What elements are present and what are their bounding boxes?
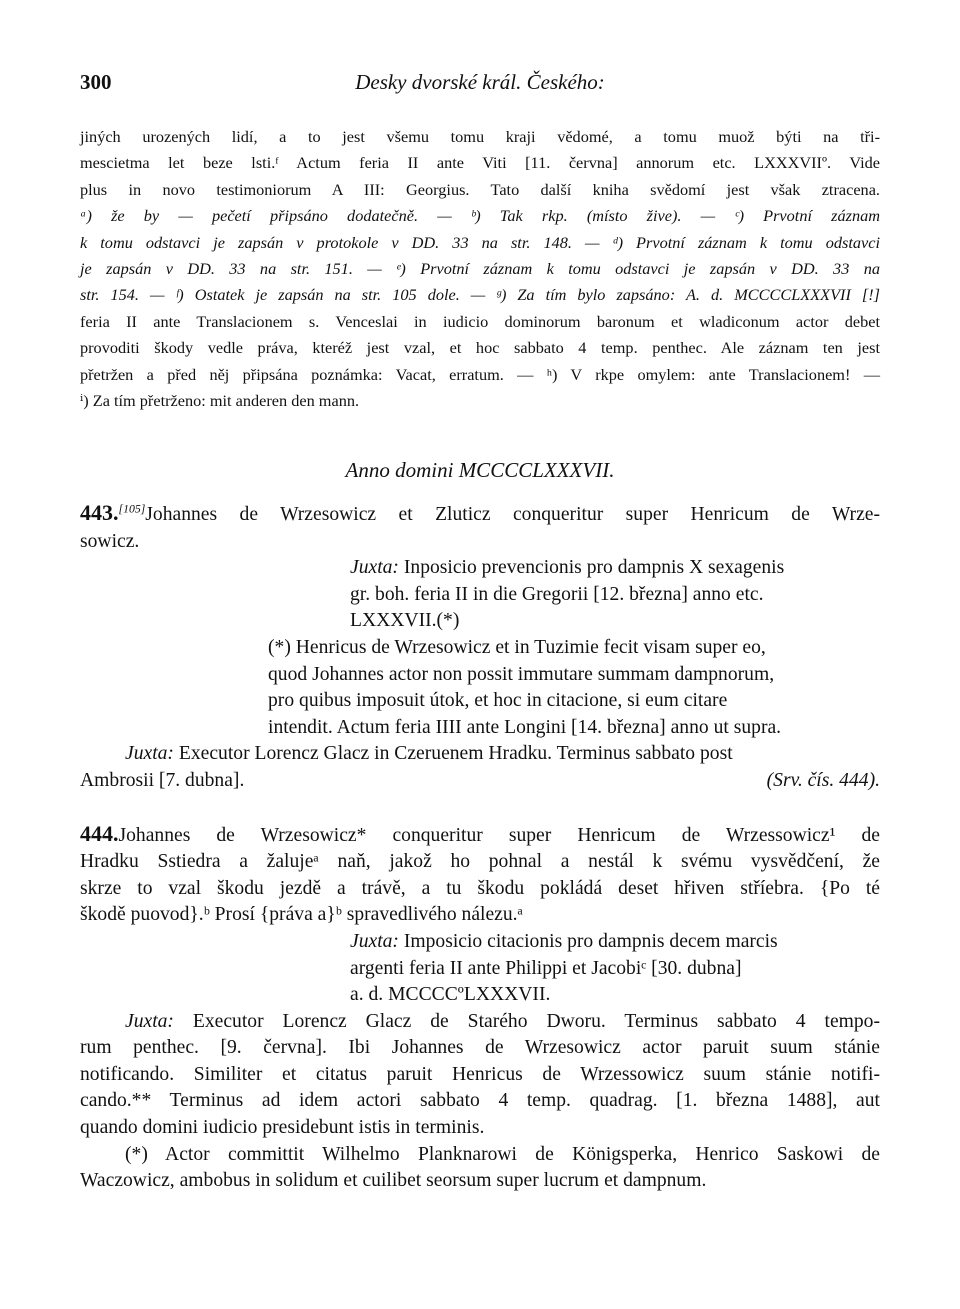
footnote-line: ᵃ) že by — pečetí připsáno dodatečně. — ᵇ) Tak rkp. (místo žive). — ᶜ) Prvotní záznam: [80, 206, 880, 226]
entry-444-line: škodě puovod}.ᵇ Prosí {práva a}ᵇ spravedlivého nálezu.ᵃ: [80, 904, 523, 926]
footnote-line: je zapsán v DD. 33 na str. 151. — ᵉ) Prvotní záznam k tomu odstavci je zapsán v DD. 33 na: [80, 259, 880, 279]
entry-443-line: LXXXVII.(*): [350, 610, 460, 632]
entry-444-line: [80, 821, 880, 850]
entry-text: Johannes de Wrzesowicz et Zluticz conqueritur super Henricum de Wrze-: [145, 504, 880, 525]
page-reference: [105]: [118, 502, 146, 516]
entry-444-line: a. d. MCCCCºLXXXVII.: [350, 984, 551, 1006]
footnote-line: mescietma let beze lsti.ᶠ Actum feria II ante Viti [11. června] annorum etc. LXXXVIIº. Vide: [80, 153, 880, 173]
page-number: 300: [80, 70, 112, 94]
footnotes-block: [80, 124, 880, 414]
entry-443-line: [80, 768, 880, 795]
footnote-line: k tomu odstavci je zapsán v protokole v DD. 33 na str. 148. — ᵈ) Prvotní záznam k tomu odstavci: [80, 232, 880, 252]
entry-444-line: quando domini iudicio presidebunt istis in terminis.: [80, 1117, 485, 1139]
entry-number: 444.: [80, 820, 119, 846]
year-heading: Anno domini MCCCCLXXXVII.: [345, 458, 615, 482]
spacer: [80, 795, 880, 821]
entry-444-line: Juxta: Imposicio citacionis pro dampnis decem marcis: [350, 930, 778, 952]
entry-443-line: sowicz.: [80, 530, 140, 552]
entry-text: Johannes de Wrzesowicz* conqueritur super Henricum de Wrzessowicz¹ de: [118, 824, 880, 846]
entry-number: 443.: [80, 500, 119, 525]
juxta-label: Juxta:: [350, 557, 399, 579]
footnote-line: provoditi škody vedle práva, kteréž jest vzal, et hoc sabbato 4 temp. penthec. Ale záznam ten jest: [80, 338, 880, 358]
entry-444-line: notificando. Similiter et citatus paruit Henricus de Wrzessowicz suum stánie notifi-: [80, 1063, 880, 1085]
juxta-label: Juxta:: [125, 1010, 174, 1032]
entry-443-line: (*) Henricus de Wrzesowicz et in Tuzimie fecit visam super eo,: [268, 636, 766, 658]
entry-444-line: argenti feria II ante Philippi et Jacobiᶜ [30. dubna]: [350, 957, 742, 979]
juxta-label: Juxta:: [350, 930, 399, 952]
entry-443-line: Juxta: Inposicio prevencionis pro dampnis X sexagenis: [350, 557, 785, 579]
main-text: [80, 500, 880, 1195]
entry-444-line: cando.** Terminus ad idem actori sabbato 4 temp. quadrag. [1. března 1488], aut: [80, 1090, 880, 1112]
footnote-line: ⁱ) Za tím přetrženo: mit anderen den mann.: [80, 391, 360, 411]
footnote-line: str. 154. — ᶠ) Ostatek je zapsán na str. 105 dole. — ᵍ) Za tím bylo zapsáno: A. d. MCCCCLXXXVII [!]: [80, 285, 880, 305]
entry-443-line: quod Johannes actor non possit immutare summam dampnorum,: [268, 663, 775, 685]
entry-444-line: rum penthec. [9. června]. Ibi Johannes de Wrzesowicz actor paruit suum stánie: [80, 1037, 880, 1059]
entry-444-line: Juxta: Executor Lorencz Glacz de Starého Dworu. Terminus sabbato 4 tempo-: [125, 1010, 880, 1032]
footnote-line: feria II ante Translacionem s. Venceslai in iudicio dominorum baronum et wladiconum actor debet: [80, 311, 880, 331]
entry-text: Ambrosii [7. dubna].: [80, 769, 245, 791]
entry-444-line: (*) Actor committit Wilhelmo Planknarowi de Königsperka, Henrico Saskowi de: [125, 1143, 880, 1165]
running-title: Desky dvorské král. Českého:: [355, 70, 605, 94]
page-header: [80, 70, 880, 102]
entry-443-line: gr. boh. feria II in die Gregorii [12. března] anno etc.: [350, 583, 764, 605]
entry-443-line: Juxta: Executor Lorencz Glacz in Czeruenem Hradku. Terminus sabbato post: [125, 743, 733, 765]
juxta-label: Juxta:: [125, 743, 174, 765]
footnote-line: přetržen a před něj připsána poznámka: Vacat, erratum. — ʰ) V rkpe omylem: ante Translacionem! —: [80, 364, 880, 384]
entry-443-line: [80, 500, 880, 529]
entry-444-line: Hradku Sstiedra a žalujeᵃ naň, jakož ho pohnal a nestál k svému vysvědčení, že: [80, 851, 880, 873]
cross-reference: (Srv. čís. 444).: [766, 769, 880, 791]
entry-444-line: skrze to vzal škodu jezdě a trávě, a tu škodu pokládá deset hřiven stříebra. {Po té: [80, 877, 880, 899]
footnote-line: jiných urozených lidí, a to jest všemu tomu kraji vědomé, a tomu muož býti na tři-: [80, 127, 880, 146]
footnote-line: plus in novo testimoniorum A III: Georgius. Tato další kniha svědomí jest však ztracena.: [80, 179, 880, 199]
entry-444-line: Waczowicz, ambobus in solidum et cuilibet seorsum super lucrum et dampnum.: [80, 1170, 707, 1192]
entry-443-line: intendit. Actum feria IIII ante Longini [14. března] anno ut supra.: [268, 716, 782, 738]
entry-443-line: pro quibus imposuit útok, et hoc in citacione, si eum citare: [268, 690, 728, 712]
